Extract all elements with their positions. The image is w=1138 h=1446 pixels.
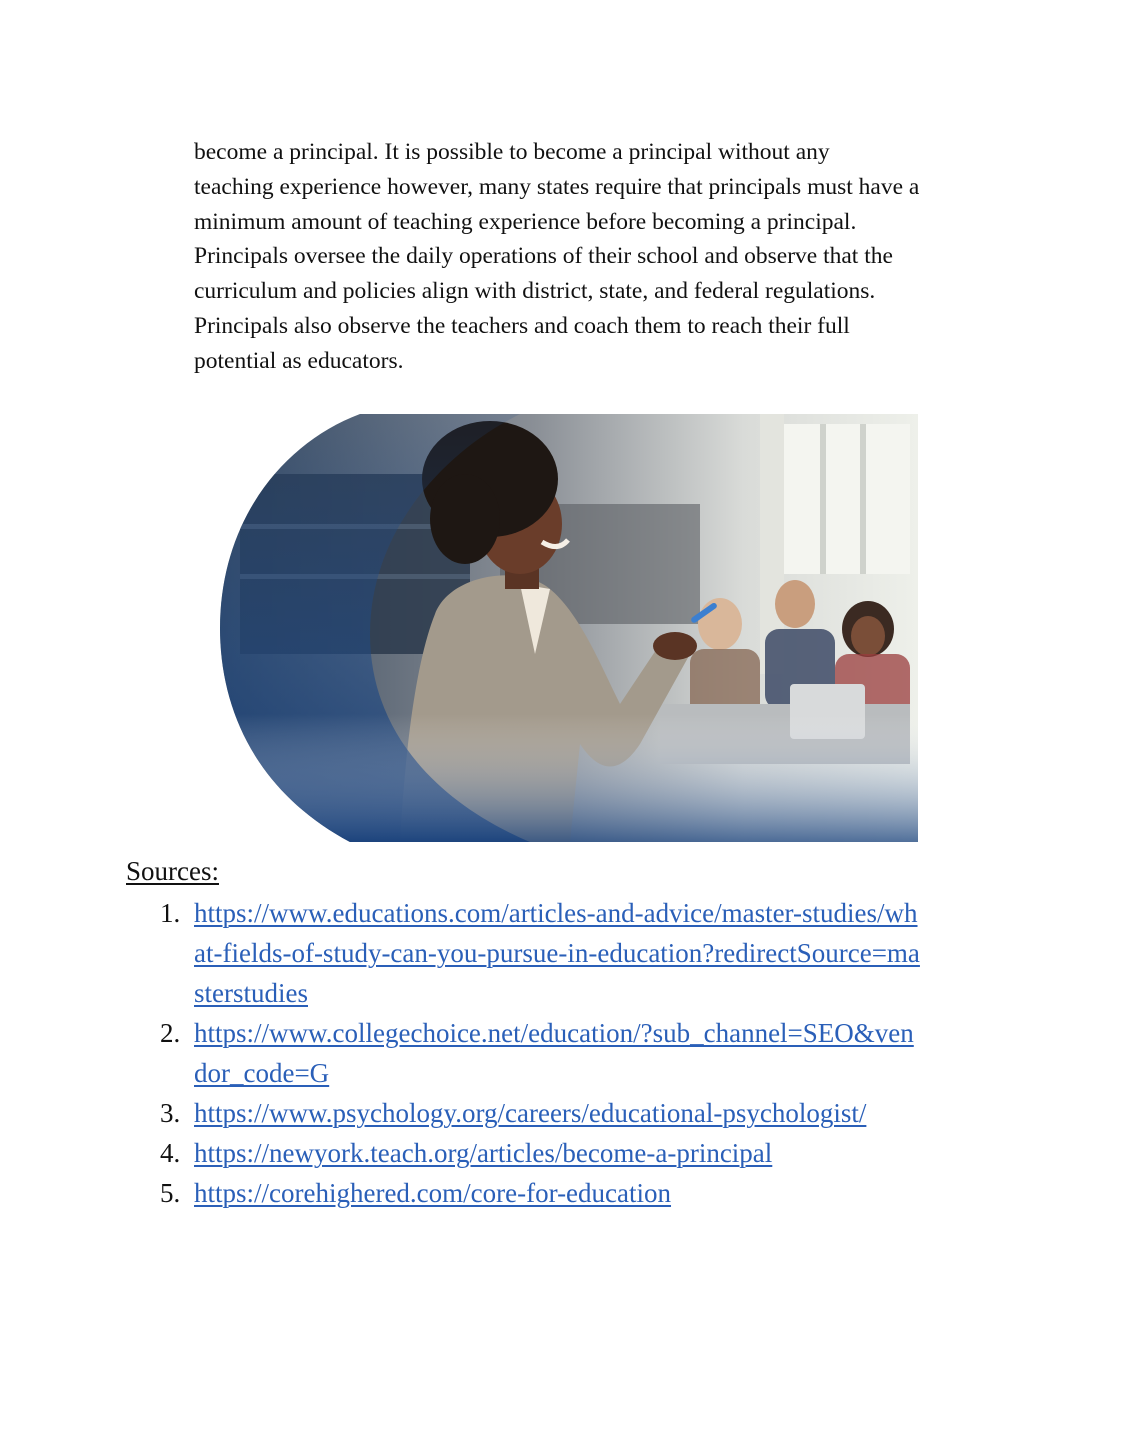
- sources-heading: Sources:: [126, 856, 219, 886]
- paragraph-line: teaching experience however, many states require that principals must have a: [194, 173, 920, 200]
- source-link[interactable]: https://www.collegechoice.net/education/?sub_channel=SEO&ven: [194, 1018, 914, 1048]
- source-item: [150, 893, 1030, 1013]
- source-item: [150, 1093, 1030, 1133]
- source-number: 2.: [160, 1018, 181, 1048]
- source-item: [150, 1133, 1030, 1173]
- source-number: 5.: [160, 1178, 181, 1208]
- paragraph-line: become a principal. It is possible to become a principal without any: [194, 139, 830, 165]
- source-number: 4.: [160, 1138, 181, 1168]
- source-link[interactable]: https://newyork.teach.org/articles/become-a-principal: [194, 1138, 773, 1168]
- source-item: [150, 1013, 1030, 1093]
- body-paragraph: [194, 135, 1024, 379]
- paragraph-line: Principals oversee the daily operations of their school and observe that the: [194, 243, 893, 270]
- photo-teacher-classroom-icon: [220, 414, 918, 842]
- paragraph-line: curriculum and policies align with district, state, and federal regulations.: [194, 278, 876, 305]
- teacher-classroom-image: [220, 414, 918, 842]
- source-link[interactable]: https://www.educations.com/articles-and-advice/master-studies/wh: [194, 898, 918, 928]
- source-link[interactable]: dor_code=G: [194, 1058, 330, 1088]
- paragraph-line: Principals also observe the teachers and coach them to reach their full: [194, 312, 850, 339]
- source-number: 3.: [160, 1098, 181, 1128]
- paragraph-line: potential as educators.: [194, 347, 404, 374]
- sources-list: [150, 893, 1030, 1213]
- source-link[interactable]: https://www.psychology.org/careers/educational-psychologist/: [194, 1098, 867, 1128]
- source-number: 1.: [160, 898, 181, 928]
- source-link[interactable]: https://corehighered.com/core-for-education: [194, 1178, 672, 1208]
- source-link[interactable]: sterstudies: [194, 978, 308, 1008]
- source-item: [150, 1173, 1030, 1213]
- paragraph-line: minimum amount of teaching experience before becoming a principal.: [194, 208, 857, 235]
- source-link[interactable]: at-fields-of-study-can-you-pursue-in-education?redirectSource=ma: [194, 938, 920, 968]
